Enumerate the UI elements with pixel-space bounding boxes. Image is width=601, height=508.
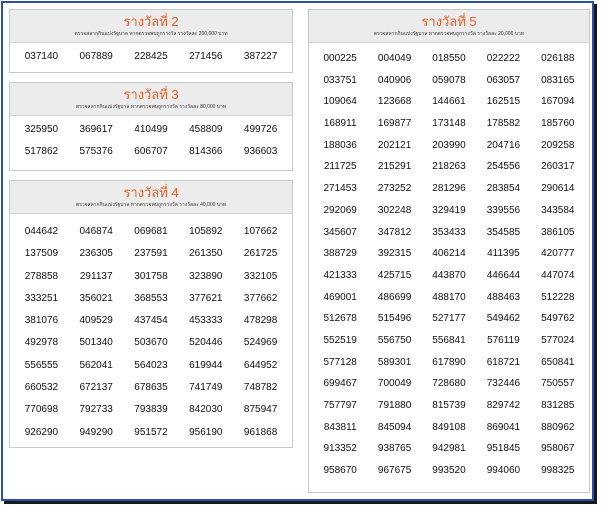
prize-3-subtitle: ตรวจสลากกินแบ่งรัฐบาล หากตรวจพบถูกรางวัล รางวัลละ 80,000 บาท (75, 104, 227, 110)
lottery-number: 793839 (134, 404, 168, 416)
prize-5-subtitle: ตรวจสลากกินแบ่งรัฐบาล หากตรวจพบถูกรางวัล รางวัลละ 20,000 บาท (373, 31, 525, 37)
lottery-number: 332105 (243, 270, 278, 282)
prize-5-header (309, 10, 589, 43)
lottery-number: 447074 (541, 269, 575, 281)
prize-4-panel (9, 180, 293, 448)
lottery-number: 228425 (134, 51, 168, 62)
lottery-number: 678635 (134, 382, 168, 394)
lottery-number: 356021 (79, 292, 113, 304)
lottery-number: 842030 (189, 404, 223, 416)
lottery-number: 829742 (486, 400, 521, 411)
lottery-number: 291137 (79, 270, 113, 282)
lottery-number: 814366 (189, 146, 223, 157)
lottery-number: 377621 (189, 292, 223, 304)
lottery-number: 105892 (189, 226, 223, 237)
lottery-number: 869041 (486, 421, 521, 433)
lottery-number: 347812 (377, 226, 412, 238)
lottery-number: 388729 (323, 248, 357, 260)
lottery-number: 421333 (323, 269, 357, 281)
lottery-number: 994060 (486, 465, 521, 477)
lottery-number: 083165 (541, 74, 575, 86)
lottery-number: 792733 (79, 404, 113, 416)
lottery-number: 123668 (377, 96, 412, 108)
lottery-number: 209258 (541, 139, 575, 151)
prize-2-header (10, 10, 292, 43)
lottery-number: 556750 (377, 334, 412, 346)
lottery-number: 660532 (24, 382, 59, 394)
lottery-number: 169877 (377, 118, 412, 130)
lottery-number: 437454 (134, 315, 168, 327)
lottery-number: 961868 (243, 426, 278, 438)
lottery-number: 302248 (377, 204, 412, 216)
prize-2-title: รางวัลที่ 2 (123, 14, 179, 29)
lottery-number: 273252 (377, 183, 412, 195)
prize-5-numbers (309, 43, 589, 487)
lottery-number: 549762 (541, 313, 575, 325)
lottery-number: 271456 (189, 51, 223, 62)
lottery-number: 576119 (487, 334, 520, 346)
lottery-number: 000225 (323, 53, 357, 64)
lottery-number: 926290 (24, 426, 59, 438)
lottery-number: 577024 (541, 334, 575, 346)
lottery-number: 381076 (24, 315, 59, 327)
lottery-number: 527177 (432, 313, 466, 325)
lottery-number: 501340 (79, 337, 113, 349)
lottery-number: 750557 (541, 378, 575, 390)
lottery-number: 168911 (323, 118, 357, 130)
lottery-number: 880962 (541, 421, 575, 433)
lottery-number: 875947 (243, 404, 278, 416)
lottery-number: 069681 (134, 226, 168, 237)
lottery-number: 562041 (79, 359, 113, 371)
lottery-number: 845094 (377, 421, 412, 433)
lottery-number: 757797 (323, 400, 357, 411)
lottery-number: 044642 (24, 226, 59, 237)
lottery-number: 185760 (541, 118, 575, 130)
lottery-number: 577128 (323, 356, 357, 368)
lottery-number: 849108 (432, 421, 466, 433)
lottery-number: 619944 (189, 359, 223, 371)
lottery-number: 549462 (486, 313, 521, 325)
lottery-number: 938765 (377, 443, 412, 455)
lottery-number: 067889 (79, 51, 113, 62)
lottery-number: 411395 (487, 248, 520, 260)
prize-2-numbers (10, 43, 292, 72)
lottery-number: 283854 (486, 183, 521, 195)
lottery-number: 236305 (79, 248, 113, 260)
lottery-number: 167094 (541, 96, 575, 108)
lottery-number: 993520 (432, 465, 466, 477)
lottery-number: 488170 (432, 291, 466, 303)
lottery-number: 552519 (323, 334, 357, 346)
lottery-number: 517862 (24, 146, 59, 157)
lottery-number: 301758 (134, 270, 168, 282)
lottery-number: 392315 (377, 248, 412, 260)
lottery-number: 958670 (323, 465, 357, 477)
lottery-number: 218263 (432, 161, 466, 173)
lottery-number: 278858 (24, 270, 59, 282)
lottery-number: 369617 (79, 124, 113, 135)
lottery-number: 936603 (243, 146, 278, 157)
prize-3-header (10, 83, 292, 116)
lottery-number: 333251 (24, 292, 59, 304)
lottery-number: 271453 (323, 183, 357, 195)
lottery-number: 059078 (432, 74, 466, 86)
lottery-number: 037140 (24, 51, 59, 62)
lottery-number: 478298 (243, 315, 278, 327)
lottery-number: 499726 (243, 124, 278, 135)
lottery-number: 998325 (541, 465, 575, 477)
lottery-number: 575376 (79, 146, 113, 157)
prize-3-panel (9, 82, 293, 171)
prize-4-header (10, 181, 292, 214)
lottery-number: 420777 (541, 248, 575, 260)
lottery-number: 004049 (377, 53, 412, 64)
prize-5-panel (308, 9, 590, 493)
lottery-number: 486699 (377, 291, 412, 303)
lottery-number: 512678 (323, 313, 357, 325)
lottery-number: 942981 (432, 443, 466, 455)
lottery-number: 409529 (79, 315, 113, 327)
lottery-number: 137509 (24, 248, 59, 260)
lottery-number: 728680 (432, 378, 466, 390)
prize-4-numbers (10, 214, 292, 449)
lottery-number: 453333 (189, 315, 223, 327)
lottery-number: 949290 (79, 426, 113, 438)
lottery-number: 323890 (189, 270, 223, 282)
lottery-number: 748782 (243, 382, 278, 394)
lottery-number: 589301 (377, 356, 412, 368)
lottery-number: 791880 (377, 400, 412, 411)
lottery-number: 515496 (377, 313, 412, 325)
lottery-number: 520446 (189, 337, 223, 349)
lottery-number: 026188 (541, 53, 575, 64)
lottery-number: 425715 (377, 269, 412, 281)
lottery-number: 178582 (486, 118, 521, 130)
lottery-number: 650841 (541, 356, 575, 368)
lottery-number: 046874 (79, 226, 113, 237)
lottery-number: 018550 (432, 53, 466, 64)
lottery-number: 699467 (323, 378, 357, 390)
lottery-number: 188036 (323, 139, 357, 151)
lottery-number: 815739 (432, 400, 466, 411)
lottery-number: 843811 (323, 421, 357, 433)
lottery-number: 469001 (323, 291, 357, 303)
lottery-number: 329419 (432, 204, 466, 216)
lottery-number: 162515 (486, 96, 521, 108)
lottery-number: 672137 (79, 382, 113, 394)
lottery-number: 951572 (134, 426, 168, 438)
lottery-number: 443870 (432, 269, 466, 281)
lottery-number: 144661 (432, 96, 466, 108)
lottery-number: 204716 (486, 139, 521, 151)
lottery-number: 618721 (486, 356, 521, 368)
lottery-number: 022222 (486, 53, 521, 64)
lottery-number: 203990 (432, 139, 466, 151)
lottery-number: 040906 (377, 74, 412, 86)
lottery-number: 512228 (541, 291, 575, 303)
lottery-number: 644952 (243, 359, 278, 371)
lottery-number: 503670 (134, 337, 168, 349)
lottery-number: 033751 (323, 74, 357, 86)
lottery-number: 260317 (541, 161, 575, 173)
lottery-number: 211725 (323, 161, 357, 173)
lottery-number: 325950 (24, 124, 59, 135)
lottery-number: 951845 (486, 443, 521, 455)
prize-4-title: รางวัลที่ 4 (123, 185, 179, 200)
lottery-number: 368553 (134, 292, 168, 304)
lottery-number: 063057 (486, 74, 521, 86)
lottery-number: 261350 (189, 248, 223, 260)
lottery-number: 261725 (243, 248, 278, 260)
lottery-number: 410499 (134, 124, 168, 135)
lottery-number: 254556 (486, 161, 521, 173)
lottery-number: 354585 (486, 226, 521, 238)
lottery-number: 406214 (432, 248, 466, 260)
lottery-number: 617890 (432, 356, 466, 368)
lottery-number: 956190 (189, 426, 223, 438)
lottery-number: 387227 (243, 51, 278, 62)
lottery-number: 290614 (541, 183, 575, 195)
prize-5-title: รางวัลที่ 5 (421, 14, 477, 29)
lottery-number: 215291 (377, 161, 412, 173)
lottery-number: 492978 (24, 337, 59, 349)
lottery-number: 913352 (323, 443, 357, 455)
lottery-number: 770698 (24, 404, 59, 416)
lottery-number: 339556 (486, 204, 521, 216)
lottery-number: 700049 (377, 378, 412, 390)
lottery-number: 524969 (243, 337, 278, 349)
prize-3-title: รางวัลที่ 3 (123, 87, 179, 102)
lottery-number: 556555 (24, 359, 59, 371)
prize-2-subtitle: ตรวจสลากกินแบ่งรัฐบาล หากตรวจพบถูกรางวัล รางวัลละ 200,000 บาท (74, 31, 228, 37)
prize-2-panel (9, 9, 293, 73)
lottery-number: 556841 (432, 334, 466, 346)
prize-3-numbers (10, 116, 292, 168)
lottery-number: 237591 (134, 248, 168, 260)
lottery-number: 741749 (189, 382, 223, 394)
lottery-number: 958067 (541, 443, 575, 455)
lottery-number: 446644 (486, 269, 521, 281)
lottery-number: 732446 (486, 378, 521, 390)
lottery-number: 353433 (432, 226, 466, 238)
lottery-number: 377662 (243, 292, 278, 304)
lottery-number: 345607 (323, 226, 357, 238)
lottery-number: 107662 (243, 226, 278, 237)
lottery-number: 202121 (377, 139, 412, 151)
lottery-number: 173148 (432, 118, 466, 130)
lottery-number: 831285 (541, 400, 575, 411)
lottery-number: 292069 (323, 204, 357, 216)
lottery-number: 343584 (541, 204, 575, 216)
lottery-number: 606707 (134, 146, 168, 157)
lottery-number: 281296 (432, 183, 466, 195)
lottery-number: 386105 (541, 226, 575, 238)
lottery-number: 488463 (486, 291, 521, 303)
prize-4-subtitle: ตรวจสลากกินแบ่งรัฐบาล หากตรวจพบถูกรางวัล รางวัลละ 40,000 บาท (75, 202, 227, 208)
lottery-number: 109064 (323, 96, 357, 108)
lottery-number: 458809 (189, 124, 223, 135)
lottery-number: 967675 (377, 465, 412, 477)
lottery-number: 564023 (134, 359, 168, 371)
